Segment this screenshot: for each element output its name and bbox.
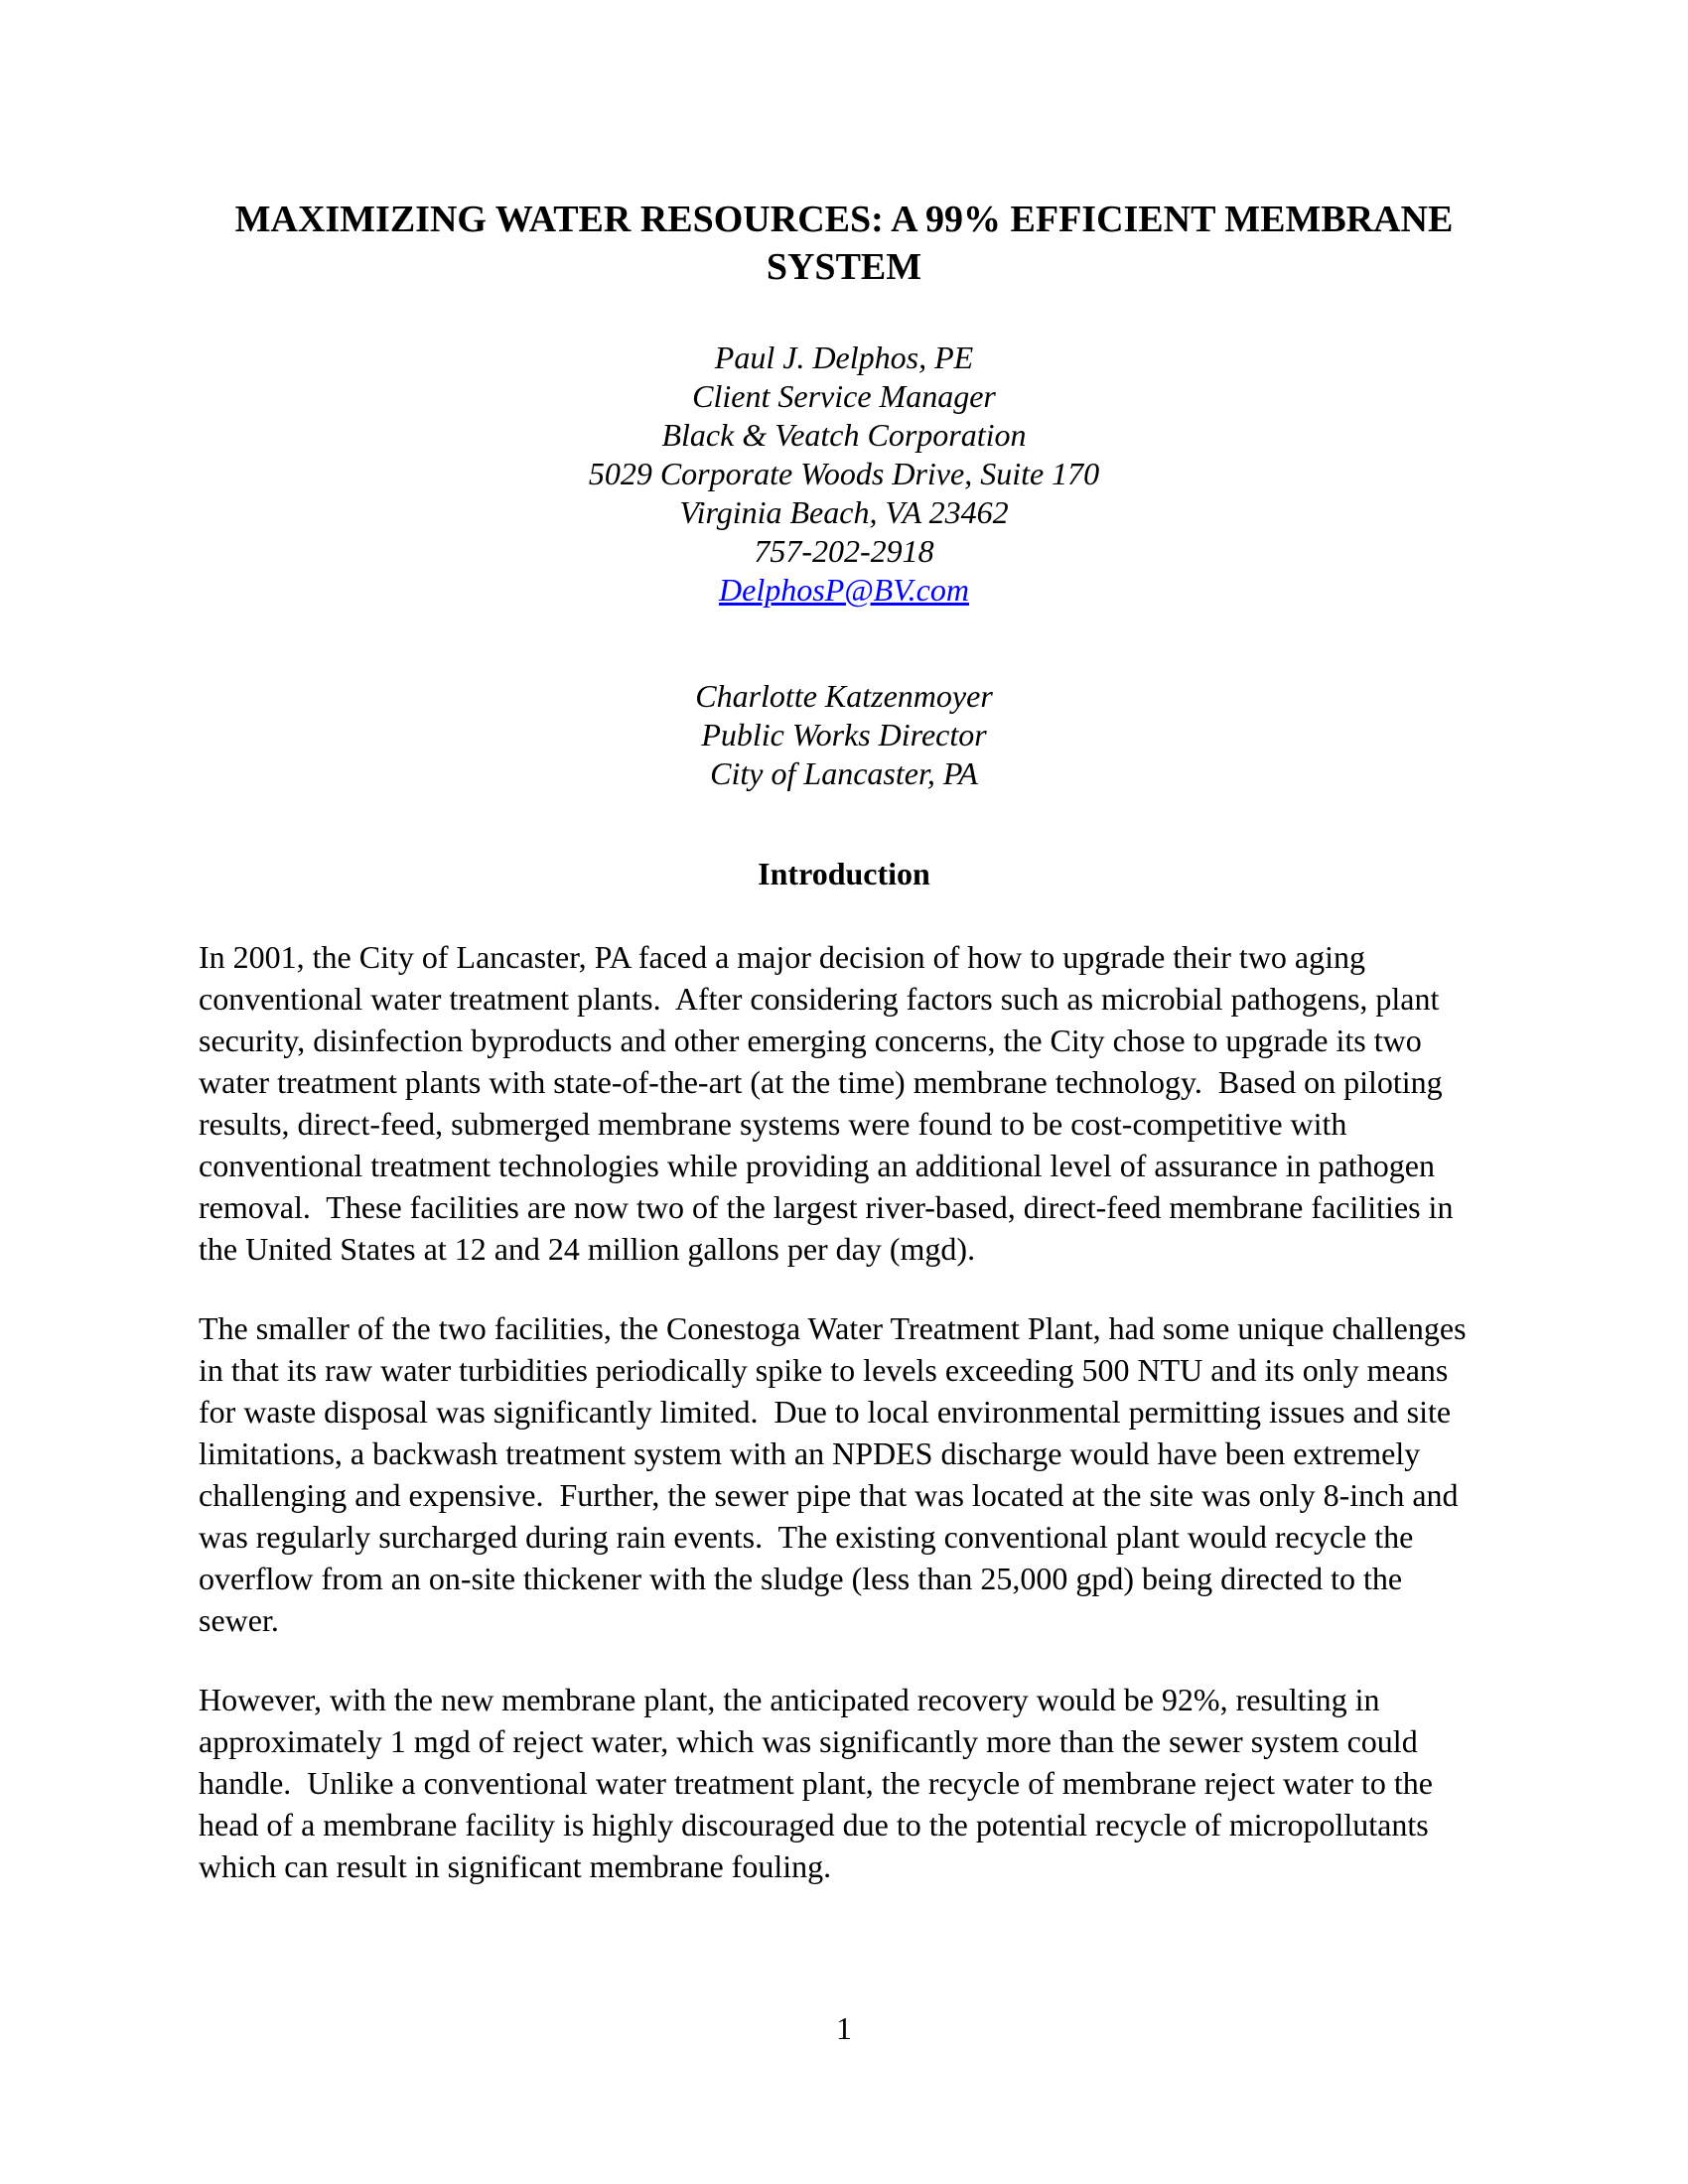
email-link[interactable]: DelphosP@BV.com — [719, 572, 969, 608]
coauthor-role: Public Works Director — [701, 717, 987, 752]
author-email-line — [199, 571, 1489, 610]
author-block-secondary — [199, 677, 1489, 793]
paper-title-line-1: MAXIMIZING WATER RESOURCES: A 99% EFFICIENT MEMBRANE — [234, 199, 1454, 240]
author-block-primary — [199, 339, 1489, 610]
coauthor-organization: City of Lancaster, PA — [710, 755, 978, 791]
author-phone: 757-202-2918 — [754, 533, 934, 569]
paper-title-line-2: SYSTEM — [766, 246, 922, 288]
author-address-line-1: 5029 Corporate Woods Drive, Suite 170 — [588, 456, 1100, 491]
coauthor-name: Charlotte Katzenmoyer — [695, 678, 993, 714]
author-address-line-2: Virginia Beach, VA 23462 — [679, 494, 1009, 530]
paragraph-2: The smaller of the two facilities, the Conestoga Water Treatment Plant, had some unique challenges in that its raw water turbidities periodically spike to levels exceeding 500 NTU and its only means for waste disposal was significantly limited. Due to local environmental permitting issues and site limitations, a backwash treatment system with an NPDES discharge would have been extremely challenging and expensive. Further, the sewer pipe that was located at the site was only 8-inch and was regularly surcharged during rain events. The existing conventional plant would recycle the overflow from an on-site thickener with the sludge (less than 25,000 gpd) being directed to the sewer. — [199, 1310, 1475, 1638]
section-heading-introduction: Introduction — [758, 856, 930, 891]
author-name: Paul J. Delphos, PE — [714, 340, 974, 375]
paragraph-3: However, with the new membrane plant, the anticipated recovery would be 92%, resulting in approximately 1 mgd of reject water, which was significantly more than the sewer system could handle. Unlike a conventional water treatment plant, the recycle of membrane reject water to the head of a membrane facility is highly discouraged due to the potential recycle of micropollutants which can result in significant membrane fouling. — [199, 1682, 1441, 1884]
paper-title — [199, 196, 1489, 291]
paragraph-1: In 2001, the City of Lancaster, PA faced a major decision of how to upgrade their two aging conventional water treatment plants. After considering factors such as microbial pathogens, plant security, disinfection byproducts and other emerging concerns, the City chose to upgrade its two water treatment plants with state-of-the-art (at the time) membrane technology. Based on piloting results, direct-feed, submerged membrane systems were found to be cost-competitive with conventional treatment technologies while providing an additional level of assurance in pathogen removal. These facilities are now two of the largest river-based, direct-feed membrane facilities in the United States at 12 and 24 million gallons per day (mgd). — [199, 939, 1462, 1267]
page-number: 1 — [836, 2010, 852, 2046]
author-organization: Black & Veatch Corporation — [661, 417, 1027, 453]
author-role: Client Service Manager — [692, 378, 996, 414]
